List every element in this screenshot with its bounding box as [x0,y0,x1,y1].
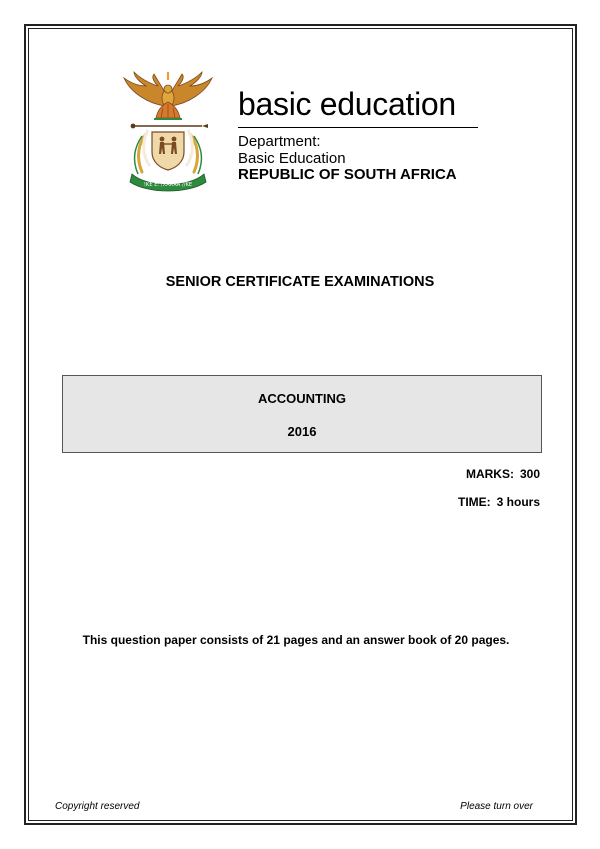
country-name: REPUBLIC OF SOUTH AFRICA [238,166,457,183]
subject-name: ACCOUNTING [257,391,347,406]
marks-value: 300 [519,467,540,481]
crest-motto: !KE E: /XARRA //KE [143,182,193,188]
marks-label: MARKS: [465,467,514,481]
brand-divider [238,127,478,128]
coat-of-arms-icon [118,70,218,194]
subject-box [62,375,542,453]
turn-over-notice: Please turn over [460,801,533,812]
exam-title: SENIOR CERTIFICATE EXAMINATIONS [165,274,435,290]
brand-title: basic education [238,86,456,122]
time-label: TIME: [457,495,491,509]
time-row [458,495,540,509]
copyright-notice: Copyright reserved [55,801,140,812]
time-value: 3 hours [496,495,540,509]
marks-row [466,467,540,481]
department-label: Department: [238,133,321,150]
exam-year: 2016 [287,424,317,439]
pages-note: This question paper consists of 21 pages and an answer book of 20 pages. [82,633,510,647]
department-name: Basic Education [238,150,346,167]
